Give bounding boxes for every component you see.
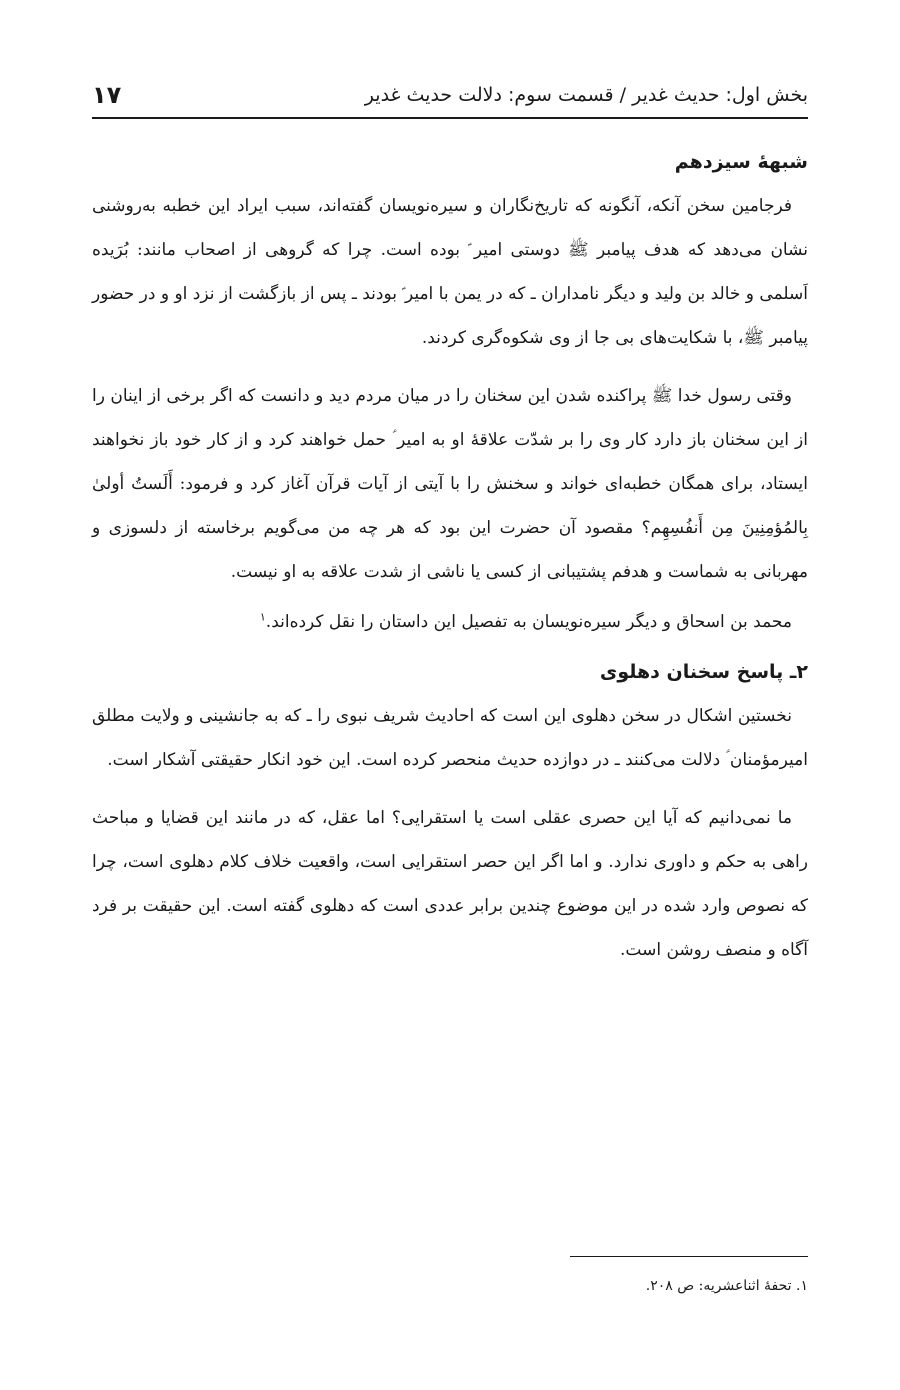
header-rule [92, 117, 808, 119]
closing-sentence: محمد بن اسحاق و دیگر سیره‌نویسان به تفصیل این داستان را نقل کرده‌اند. [265, 612, 792, 632]
page-number: ۱۷ [92, 81, 122, 109]
section-heading-dehlavi-response: ۲ـ پاسخ سخنان دهلوی [599, 661, 808, 683]
section-heading-13th-doubt: شبهۀ سیزدهم [674, 151, 808, 173]
paragraph: وقتی رسول خدا ﷺ پراکنده شدن این سخنان را در میان مردم دید و دانست که اگر برخی از اینان را از این سخنان باز دارد کار وی را بر شدّت علاقۀ او به امیر ؑ حمل خواهند کرد و از کار خود باز نخواهند ایستاد، برای همگان خطبه‌ای خواند و سخنش را با آیتی از آیات قرآن آغاز کرد و فرمود: أَلَستُ أولیٰ بِالمُؤمِنِینَ مِن أَنفُسِهِم؟ مقصود آن حضرت این بود که هر چه من می‌گویم برخاسته از دلسوزی و مهربانی به شماست و هدفم پشتیبانی از کسی یا ناشی از شدت علاقه به او نیست. [92, 386, 808, 582]
body-text [92, 140, 808, 972]
paragraph: نخستین اشکال در سخن دهلوی این است که احادیث شریف نبوی را ـ که به جانشینی و ولایت مطلق امیرمؤمنان ؑ دلالت می‌کنند ـ در دوازده حدیث منحصر کرده است. این خود انکار حقیقتی آشکار است. [92, 706, 808, 770]
running-head [92, 70, 808, 110]
paragraph: ما نمی‌دانیم که آیا این حصری عقلی است یا استقرایی؟ اما عقل، که در مانند این قضایا و مباحث راهی به حکم و داوری ندارد. و اما اگر این حصر استقرایی است، واقعیت خلاف کلام دهلوی است، چرا که نصوص وارد شده در این موضوع چندین برابر عددی است که دهلوی گفته است. این حقیقت بر فرد آگاه و منصف روشن است. [92, 808, 808, 960]
paragraph-with-footnote [92, 600, 808, 644]
paragraph-gap [92, 360, 808, 374]
book-page [92, 0, 808, 1390]
paragraph: فرجامین سخن آنکه، آنگونه که تاریخ‌نگاران و سیره‌نویسان گفته‌اند، سبب ایراد این خطبه به‌روشنی نشان می‌دهد که هدف پیامبر ﷺ دوستی امیر ؑ بوده است. چرا که گروهی از اصحاب مانند: بُرَیده اَسلمی و خالد بن ولید و دیگر نامداران ـ که در یمن با امیر ؑ بودند ـ پس از بازگشت از نزد او و در حضور پیامبر ﷺ، با شکایت‌های بی جا از وی شکوه‌گری کردند. [92, 196, 808, 348]
running-title: بخش اول: حدیث غدیر / قسمت سوم: دلالت حدیث غدیر [364, 84, 808, 106]
footnote-rule [570, 1256, 808, 1257]
paragraph-gap [92, 782, 808, 796]
footnote-reference[interactable]: ۱ [259, 610, 266, 624]
footnote: ۱. تحفۀ اثناعشریه: ص ۲۰۸. [645, 1278, 808, 1294]
